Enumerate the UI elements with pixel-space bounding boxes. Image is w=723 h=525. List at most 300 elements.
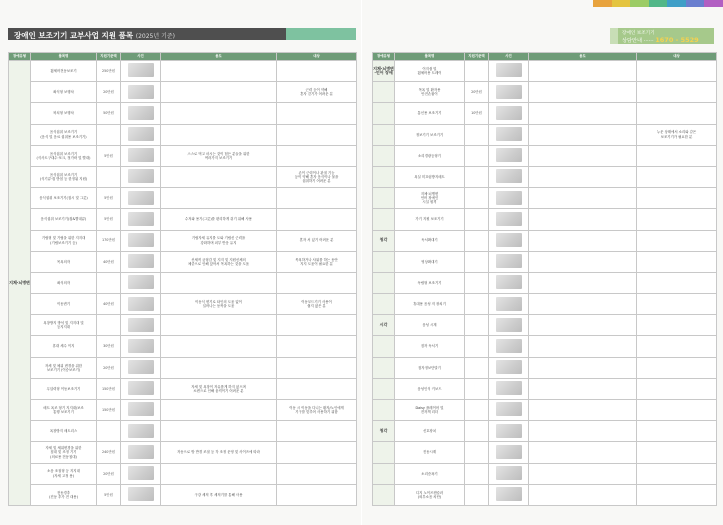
product-image bbox=[128, 169, 154, 183]
item-use bbox=[161, 103, 277, 124]
item-use: 자세 및 욕창이 자유롭게 하지 않으며 소변으로 인해 움직이기 어려운 분 bbox=[161, 378, 277, 399]
item-photo bbox=[489, 82, 529, 103]
item-name: 점자 독서기 bbox=[395, 336, 465, 357]
item-target: 누운 상태에서 소리와 같은 보조기기가 필요한 분 bbox=[637, 124, 717, 145]
category-cell: 지체·뇌병변·언어 장애 bbox=[373, 61, 395, 82]
index-tab bbox=[612, 0, 631, 7]
item-target bbox=[637, 463, 717, 484]
item-name: Daisy 플레이어 및 전자책 리더 bbox=[395, 400, 465, 421]
table-row bbox=[373, 188, 717, 209]
item-name: 자세 및 체위변경을 위한 침대 및 조정 기기 (의료용 전동침대) bbox=[31, 442, 97, 463]
item-photo bbox=[121, 400, 161, 421]
table-row bbox=[373, 442, 717, 463]
category-cell bbox=[373, 251, 395, 272]
table-row bbox=[373, 378, 717, 399]
category-cell bbox=[373, 484, 395, 505]
item-use bbox=[529, 103, 637, 124]
item-photo bbox=[489, 103, 529, 124]
item-target bbox=[637, 251, 717, 272]
item-name: 픽치형 보행차 bbox=[31, 103, 97, 124]
item-photo bbox=[489, 230, 529, 251]
item-name: 음성인식 키보드 bbox=[395, 378, 465, 399]
item-photo bbox=[121, 251, 161, 272]
item-target bbox=[277, 357, 357, 378]
page-title: 장애인 보조기기 교부사업 지원 품목 (2025년 기준) bbox=[14, 30, 175, 40]
item-target bbox=[277, 103, 357, 124]
item-name: 가기 지원 보조기기 bbox=[395, 209, 465, 230]
category-cell bbox=[373, 145, 395, 166]
item-photo bbox=[121, 294, 161, 315]
header-cell: 품목명 bbox=[31, 53, 97, 61]
table-row bbox=[373, 124, 717, 145]
item-photo bbox=[489, 188, 529, 209]
page-title-bar bbox=[8, 28, 356, 40]
item-use bbox=[529, 421, 637, 442]
item-use bbox=[161, 82, 277, 103]
item-name: 음식섭취 보조기기 (음식 및 음료 섭취용 보조기기) bbox=[31, 124, 97, 145]
category-cell bbox=[373, 378, 395, 399]
item-name: 기립형 및 기립을 위한 지지대 (기립보조기기 등) bbox=[31, 230, 97, 251]
item-name: 음식섭취 보조기기(접시 및 그릇) bbox=[31, 188, 97, 209]
table-row bbox=[9, 484, 357, 505]
item-photo bbox=[121, 272, 161, 293]
table-row bbox=[373, 357, 717, 378]
item-price bbox=[97, 272, 121, 293]
category-cell bbox=[373, 463, 395, 484]
banner-notch bbox=[610, 28, 618, 44]
item-price: 5만원 bbox=[97, 145, 121, 166]
item-target bbox=[637, 82, 717, 103]
product-image bbox=[496, 85, 522, 99]
item-use: 구강 세척 후 세척기를 통해 사용 bbox=[161, 484, 277, 505]
table-row bbox=[9, 463, 357, 484]
item-target bbox=[277, 378, 357, 399]
index-tab bbox=[667, 0, 686, 7]
item-use bbox=[161, 421, 277, 442]
item-target: 이동모드기기 사용이 쉽지 않은 분 bbox=[277, 294, 357, 315]
item-price bbox=[465, 272, 489, 293]
item-use bbox=[529, 315, 637, 336]
item-photo bbox=[489, 272, 529, 293]
item-target bbox=[277, 442, 357, 463]
item-name: 전동경추 (진동 추가 전 대용) bbox=[31, 484, 97, 505]
product-image bbox=[496, 63, 522, 77]
product-image bbox=[128, 487, 154, 501]
item-photo bbox=[121, 442, 161, 463]
item-photo bbox=[121, 421, 161, 442]
item-price: 150만원 bbox=[97, 378, 121, 399]
item-price: 40만원 bbox=[97, 251, 121, 272]
item-target bbox=[637, 166, 717, 187]
item-price bbox=[465, 484, 489, 505]
table-header-row bbox=[9, 53, 357, 61]
header-cell: 사진 bbox=[489, 53, 529, 61]
item-name: 욕실 미끄럼방지매트 bbox=[395, 166, 465, 187]
table-row bbox=[9, 251, 357, 272]
item-name: 통신용 보조기기 bbox=[395, 103, 465, 124]
table-row bbox=[373, 251, 717, 272]
item-photo bbox=[121, 103, 161, 124]
item-target bbox=[637, 336, 717, 357]
item-use: 기립자세 유지를 도와 기립신 근력을 강화하며 피부 반응 유지 bbox=[161, 230, 277, 251]
item-name: 지체·뇌병변 언어 장애인 시설 원격 bbox=[395, 188, 465, 209]
table-row bbox=[9, 336, 357, 357]
item-use: 이동식 변기로 타인의 도움 없이 일어나는 동작을 도움 bbox=[161, 294, 277, 315]
table-row bbox=[373, 230, 717, 251]
item-use: 자동으로 방 반경 조절 등 각 조정 운영 및 사이즈에 따라 bbox=[161, 442, 277, 463]
product-image bbox=[496, 487, 522, 501]
product-image bbox=[496, 360, 522, 374]
category-cell: 청각 bbox=[373, 421, 395, 442]
item-photo bbox=[489, 421, 529, 442]
item-target: 이동 시 이동을 다니는 환자/노인에게 기구를 맞추어 사용하기 위함 bbox=[277, 400, 357, 421]
item-target: 손이 근력이나 관절 기능 등이 약해 혼자 음식이나 물을 섭취하기 어려운 분 bbox=[277, 166, 357, 187]
item-use bbox=[529, 463, 637, 484]
item-target bbox=[637, 421, 717, 442]
item-photo bbox=[489, 315, 529, 336]
header-cell: 대상 bbox=[637, 53, 717, 61]
table-row bbox=[9, 400, 357, 421]
table-row bbox=[373, 400, 717, 421]
item-photo bbox=[489, 145, 529, 166]
item-target bbox=[637, 145, 717, 166]
header-cell: 용도 bbox=[529, 53, 637, 61]
product-image bbox=[496, 275, 522, 289]
product-image bbox=[128, 127, 154, 141]
item-price bbox=[465, 230, 489, 251]
product-image bbox=[496, 148, 522, 162]
item-price bbox=[97, 166, 121, 187]
item-photo bbox=[489, 484, 529, 505]
item-price: 30만원 bbox=[97, 336, 121, 357]
product-image bbox=[496, 254, 522, 268]
item-price bbox=[465, 315, 489, 336]
item-price: 150만원 bbox=[97, 400, 121, 421]
product-image bbox=[496, 339, 522, 353]
item-price bbox=[465, 336, 489, 357]
item-use bbox=[161, 188, 277, 209]
item-photo bbox=[489, 400, 529, 421]
item-photo bbox=[489, 442, 529, 463]
category-cell bbox=[373, 188, 395, 209]
left-item-table bbox=[8, 52, 357, 506]
item-target: 목욕하거나 샤워를 하는 동안 지지 도움이 필요한 분 bbox=[277, 251, 357, 272]
product-image bbox=[496, 318, 522, 332]
category-cell bbox=[373, 400, 395, 421]
table-row bbox=[373, 272, 717, 293]
item-target bbox=[277, 421, 357, 442]
category-cell bbox=[373, 357, 395, 378]
item-photo bbox=[121, 463, 161, 484]
item-name: 좌식형 보행차 bbox=[31, 82, 97, 103]
item-photo bbox=[121, 124, 161, 145]
product-image bbox=[496, 212, 522, 226]
item-target: 혼자 서 있기 어려운 분 bbox=[277, 230, 357, 251]
table-row bbox=[373, 209, 717, 230]
item-price: 50만원 bbox=[97, 103, 121, 124]
item-price bbox=[465, 251, 489, 272]
item-target bbox=[637, 230, 717, 251]
table-row bbox=[373, 294, 717, 315]
item-target bbox=[277, 272, 357, 293]
item-photo bbox=[121, 336, 161, 357]
item-target bbox=[277, 315, 357, 336]
item-name: 휴대 세수 이지 bbox=[31, 336, 97, 357]
category-cell: 청각 bbox=[373, 230, 395, 251]
item-target bbox=[637, 103, 717, 124]
item-target bbox=[637, 442, 717, 463]
table-row bbox=[9, 166, 357, 187]
item-name: 점자정보단말기 bbox=[395, 357, 465, 378]
item-name: 음식섭취 보조기기 (식사도구대수·포크, 젓가락 및 빨대) bbox=[31, 145, 97, 166]
index-tab bbox=[593, 0, 612, 7]
item-use bbox=[529, 230, 637, 251]
header-cell: 장애유형 bbox=[373, 53, 395, 61]
item-use bbox=[529, 272, 637, 293]
category-cell bbox=[373, 166, 395, 187]
item-photo bbox=[121, 357, 161, 378]
item-photo bbox=[121, 378, 161, 399]
item-use bbox=[529, 188, 637, 209]
item-price bbox=[465, 188, 489, 209]
item-price bbox=[97, 421, 121, 442]
item-name: 목욕 및 환자용 안전손잡이 bbox=[395, 82, 465, 103]
category-cell: 지체·뇌병변 bbox=[9, 61, 31, 506]
item-photo bbox=[489, 378, 529, 399]
item-use bbox=[529, 484, 637, 505]
consult-phone: 1670 - 5529 bbox=[655, 36, 699, 44]
category-cell bbox=[373, 272, 395, 293]
item-name: 이지쉼 및 휠체어용 트레이 bbox=[395, 61, 465, 82]
title-accent-stripe bbox=[286, 28, 356, 40]
item-target bbox=[277, 188, 357, 209]
item-target bbox=[277, 145, 357, 166]
item-price: 10만원 bbox=[465, 103, 489, 124]
item-name: 욕창방지 매트리스 bbox=[31, 421, 97, 442]
header-cell: 품목명 bbox=[395, 53, 465, 61]
item-target bbox=[637, 272, 717, 293]
item-target bbox=[277, 61, 357, 82]
item-photo bbox=[489, 463, 529, 484]
item-use bbox=[161, 272, 277, 293]
table-row bbox=[9, 103, 357, 124]
item-name: 목욕의자 bbox=[31, 251, 97, 272]
product-image bbox=[128, 318, 154, 332]
header-cell: 용도 bbox=[161, 53, 277, 61]
table-row bbox=[9, 421, 357, 442]
product-image bbox=[496, 445, 522, 459]
product-image bbox=[496, 233, 522, 247]
item-photo bbox=[121, 209, 161, 230]
right-item-table bbox=[372, 52, 717, 506]
header-cell: 대상 bbox=[277, 53, 357, 61]
item-photo bbox=[489, 61, 529, 82]
item-name: 소리경광등형기 bbox=[395, 145, 465, 166]
product-image bbox=[496, 297, 522, 311]
item-name: 소리증폭기 bbox=[395, 463, 465, 484]
category-cell bbox=[373, 103, 395, 124]
item-target bbox=[637, 61, 717, 82]
table-row bbox=[9, 315, 357, 336]
index-tab bbox=[649, 0, 668, 7]
table-row bbox=[9, 82, 357, 103]
item-use bbox=[529, 166, 637, 187]
item-use bbox=[161, 124, 277, 145]
item-use bbox=[529, 336, 637, 357]
table-header-row bbox=[373, 53, 717, 61]
product-image bbox=[496, 169, 522, 183]
category-cell bbox=[373, 124, 395, 145]
product-image bbox=[128, 191, 154, 205]
index-tab bbox=[686, 0, 705, 7]
product-image bbox=[128, 275, 154, 289]
product-image bbox=[496, 381, 522, 395]
item-price bbox=[465, 145, 489, 166]
table-row bbox=[373, 463, 717, 484]
item-name: 무압력형 이동보조기기 bbox=[31, 378, 97, 399]
item-use bbox=[529, 82, 637, 103]
item-price bbox=[465, 463, 489, 484]
item-price bbox=[465, 61, 489, 82]
item-use bbox=[161, 61, 277, 82]
item-photo bbox=[121, 484, 161, 505]
table-row bbox=[373, 166, 717, 187]
item-price bbox=[465, 357, 489, 378]
item-use bbox=[529, 294, 637, 315]
table-row bbox=[373, 145, 717, 166]
item-name: 정보기기 보조기기 bbox=[395, 124, 465, 145]
product-image bbox=[128, 445, 154, 459]
index-tab bbox=[704, 0, 723, 7]
product-image bbox=[128, 402, 154, 416]
item-target bbox=[277, 124, 357, 145]
item-name: 영상확대기 bbox=[395, 251, 465, 272]
item-use bbox=[529, 124, 637, 145]
item-price: 40만원 bbox=[97, 294, 121, 315]
item-price: 240만원 bbox=[97, 442, 121, 463]
item-name: 음식섭취 보조기기(컵&빨대류) bbox=[31, 209, 97, 230]
item-photo bbox=[489, 294, 529, 315]
item-target bbox=[637, 378, 717, 399]
product-image bbox=[496, 191, 522, 205]
item-name: 디지 노이즈캔슬러 (외부소음 차단) bbox=[395, 484, 465, 505]
item-price bbox=[97, 124, 121, 145]
item-use: 신체적 균형감 및 지지 및 지원신체의 체중으로 인해 앉아서 목욕하는 것을 도움 bbox=[161, 251, 277, 272]
table-row bbox=[9, 124, 357, 145]
table-row bbox=[373, 103, 717, 124]
item-name: 이동변기 bbox=[31, 294, 97, 315]
item-target bbox=[277, 484, 357, 505]
item-use bbox=[161, 315, 277, 336]
item-target bbox=[637, 484, 717, 505]
item-photo bbox=[121, 166, 161, 187]
table-row bbox=[9, 61, 357, 82]
product-image bbox=[496, 127, 522, 141]
table-row bbox=[373, 61, 717, 82]
consult-phone-line: 상담안내 ······ 1670 - 5529 bbox=[622, 36, 699, 44]
item-use bbox=[529, 145, 637, 166]
item-price bbox=[465, 378, 489, 399]
item-use bbox=[161, 166, 277, 187]
table-row bbox=[9, 188, 357, 209]
item-photo bbox=[121, 145, 161, 166]
item-price bbox=[465, 294, 489, 315]
item-use bbox=[161, 336, 277, 357]
table-row bbox=[9, 378, 357, 399]
item-use bbox=[529, 251, 637, 272]
product-image bbox=[128, 85, 154, 99]
table-row bbox=[9, 294, 357, 315]
item-photo bbox=[489, 209, 529, 230]
product-image bbox=[128, 360, 154, 374]
category-cell bbox=[373, 336, 395, 357]
product-image bbox=[496, 402, 522, 416]
item-use bbox=[529, 357, 637, 378]
item-photo bbox=[489, 251, 529, 272]
item-name: 신호장치 bbox=[395, 421, 465, 442]
item-use bbox=[529, 61, 637, 82]
item-target bbox=[637, 400, 717, 421]
color-index-tabs bbox=[593, 0, 723, 7]
table-row bbox=[9, 272, 357, 293]
item-price bbox=[465, 400, 489, 421]
item-price: 20만원 bbox=[97, 82, 121, 103]
item-target bbox=[277, 463, 357, 484]
item-use bbox=[161, 400, 277, 421]
table-row bbox=[9, 209, 357, 230]
item-use bbox=[529, 378, 637, 399]
item-name: 자세 및 체위 변경을 위한 보조기기 (이승보조기) bbox=[31, 357, 97, 378]
item-name: 음식섭취 보조기기 (식기류·컵 받침 등 한정됨 지원) bbox=[31, 166, 97, 187]
table-row bbox=[373, 484, 717, 505]
category-cell bbox=[373, 442, 395, 463]
item-price bbox=[97, 315, 121, 336]
category-cell bbox=[373, 294, 395, 315]
item-price bbox=[465, 124, 489, 145]
header-cell: 지원기준액 bbox=[97, 53, 121, 61]
item-price: 170만원 bbox=[97, 230, 121, 251]
product-image bbox=[128, 339, 154, 353]
item-use: 스스로 먹고 마시는 것이 힘든 분들을 위한 여러가지 보조기기 bbox=[161, 145, 277, 166]
product-image bbox=[128, 424, 154, 438]
item-price bbox=[465, 209, 489, 230]
product-image bbox=[128, 254, 154, 268]
header-cell: 사진 bbox=[121, 53, 161, 61]
item-name: 휠체어전동보조기 bbox=[31, 61, 97, 82]
item-price: 5만원 bbox=[97, 188, 121, 209]
item-photo bbox=[121, 315, 161, 336]
item-photo bbox=[489, 124, 529, 145]
product-image bbox=[128, 212, 154, 226]
product-image bbox=[128, 466, 154, 480]
header-cell: 장애유형 bbox=[9, 53, 31, 61]
product-image bbox=[496, 466, 522, 480]
item-use bbox=[529, 209, 637, 230]
header-cell: 지원기준액 bbox=[465, 53, 489, 61]
table-row bbox=[373, 315, 717, 336]
item-price: 20만원 bbox=[97, 357, 121, 378]
item-photo bbox=[489, 166, 529, 187]
item-name: 음성 시계 bbox=[395, 315, 465, 336]
index-tab bbox=[630, 0, 649, 7]
table-row bbox=[9, 145, 357, 166]
item-target bbox=[277, 336, 357, 357]
item-name: 독립형 보조기기 bbox=[395, 272, 465, 293]
item-target bbox=[637, 294, 717, 315]
product-image bbox=[128, 106, 154, 120]
table-row bbox=[373, 421, 717, 442]
product-image bbox=[496, 424, 522, 438]
